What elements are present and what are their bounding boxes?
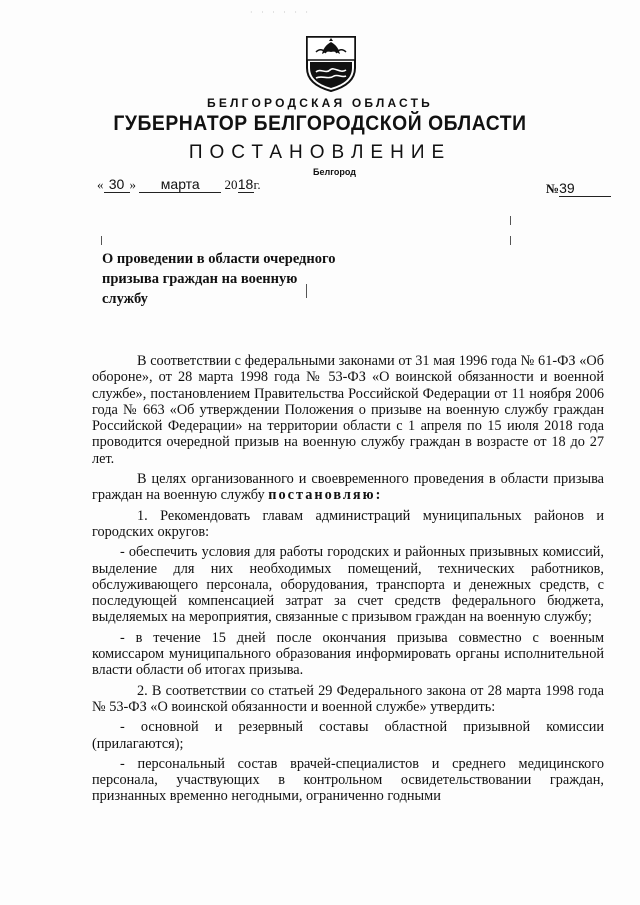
decree-body (92, 353, 604, 809)
date-day: 30 (104, 176, 130, 193)
clause-2-item-2: - персональный состав врачей-специалистов и среднего медицинского персонала, участвующих в контрольном освидетельствовании граждан, признанных временно негодными, ограниченно годными (92, 755, 604, 805)
clause-2-item-1: - основной и резервный составы областной призывной комиссии (прилагаются); (92, 719, 604, 752)
decree-subject: О проведении в области очередного призыва граждан на военную службу (102, 251, 336, 307)
date-year-prefix: 20 (224, 177, 238, 192)
date-close-quote: » (129, 177, 136, 192)
clause-1-item-2: - в течение 15 дней после окончания призыва совместно с военным комиссаром муниципального образования информировать органы исполнительной власти области об итогах призыва. (92, 629, 604, 679)
decree-number (546, 180, 611, 197)
corner-mark (510, 236, 511, 245)
number-value: 39 (559, 180, 611, 197)
document-type: ПОСТАНОВЛЕНИЕ (188, 142, 452, 163)
coat-of-arms-icon (304, 34, 358, 92)
governor-title: ГУБЕРНАТОР БЕЛГОРОДСКОЙ ОБЛАСТИ (113, 112, 527, 135)
number-sign: № (546, 181, 560, 196)
clause-2: 2. В соответствии со статьей 29 Федерального закона от 28 марта 1998 года № 53-ФЗ «О воинской обязанности и военной службе» утвердить: (92, 682, 604, 715)
corner-mark (101, 236, 102, 245)
date-year-suffix: 18 (237, 176, 254, 192)
clause-1: 1. Рекомендовать главам администраций муниципальных районов и городских округов: (92, 507, 604, 540)
resolution-keyword: постановляю: (268, 487, 383, 504)
preamble-paragraph: В соответствии с федеральными законами от 31 мая 1996 года № 61-ФЗ «Об обороне», от 28 марта 1998 года № 53-ФЗ «О воинской обязанности и военной службе», постановлением Правительства Российской Федерации от 11 ноября 2006 года № 663 «Об утверждении Положения о призыве на военную службу граждан Российской Федерации» на территории области с 1 апреля по 15 июля 2018 года проводится очередной призыв на военную службу граждан в возрасте от 18 до 27 лет. (92, 353, 604, 467)
region-name: БЕЛГОРОДСКАЯ ОБЛАСТЬ (207, 96, 433, 110)
resolution-paragraph (92, 471, 604, 504)
decree-date (97, 176, 261, 193)
scan-noise: · · · · · · (250, 8, 311, 17)
date-month: марта (139, 176, 221, 193)
resolution-text: В целях организованного и своевременного проведения в области призыва граждан на военную службу (92, 471, 604, 504)
city-name: Белгород (313, 167, 356, 177)
date-open-quote: « (97, 177, 104, 192)
corner-mark (510, 216, 511, 225)
date-year-tail: г. (253, 177, 261, 192)
clause-1-item-1: - обеспечить условия для работы городских и районных призывных комиссий, выделение для них необходимых помещений, технических работников, обслуживающего персонала, оборудования, транспорта и денежных средств, с последующей компенсацией затрат за счет средств федерального бюджета, выделяемых на мероприятия, связанные с призывом граждан на военную службу; (92, 544, 604, 626)
